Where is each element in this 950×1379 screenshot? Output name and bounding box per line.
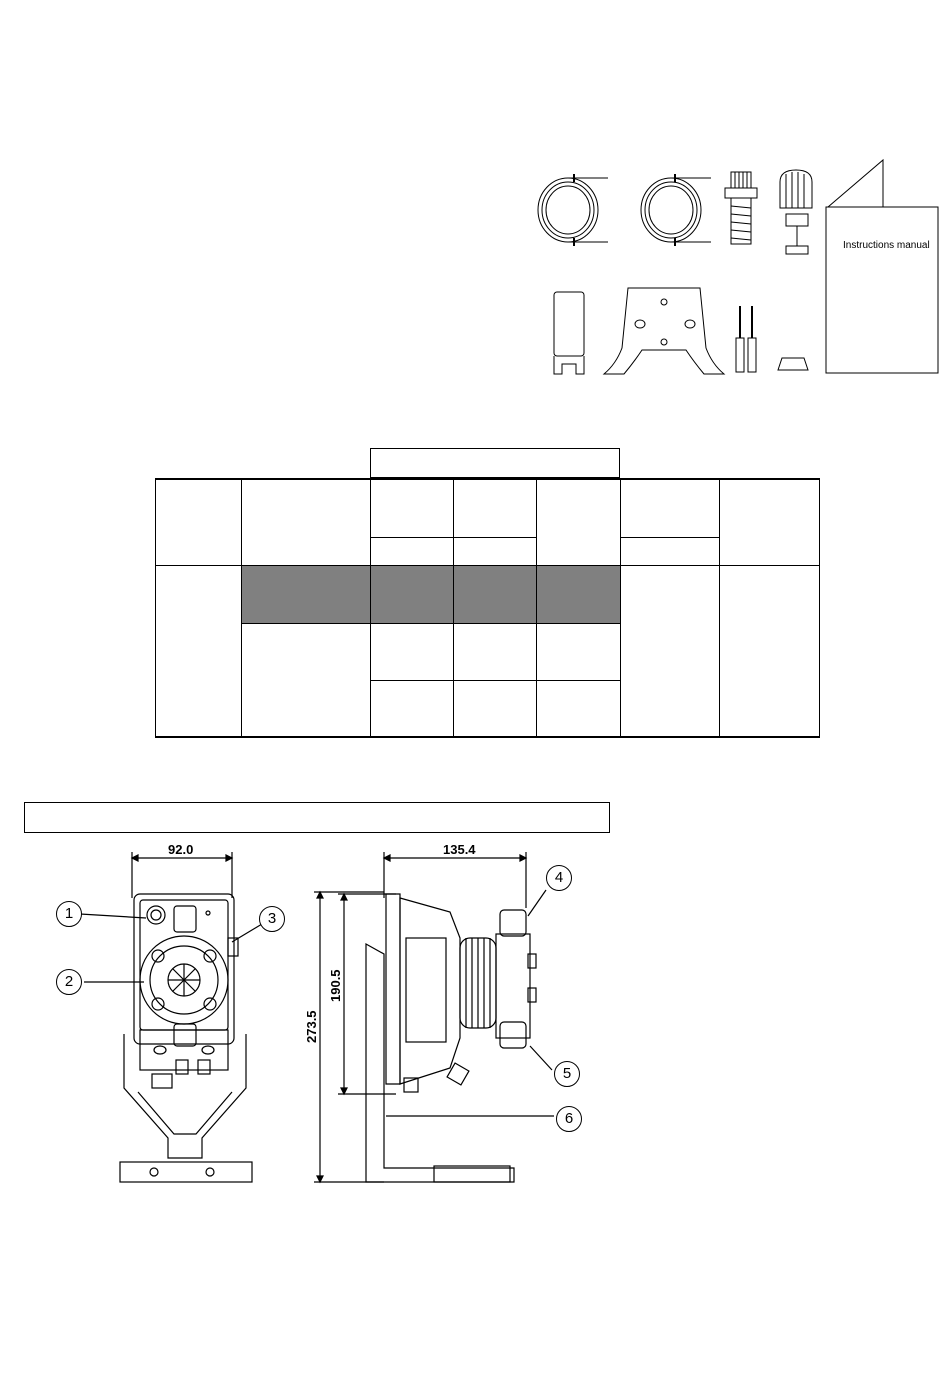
- header-sub-cell-6: [620, 537, 720, 566]
- foot-valve: [780, 170, 812, 254]
- shaded-cell-4: [536, 565, 621, 624]
- body-cell-5b: [536, 623, 621, 681]
- header-cell-4: [453, 478, 537, 538]
- body-cell-6: [620, 565, 720, 737]
- header-cell-1: [155, 478, 242, 566]
- shaded-cell-2: [370, 565, 454, 624]
- header-sub-cell-3: [370, 537, 454, 566]
- callout-6: 6: [556, 1106, 582, 1132]
- header-cell-3: [370, 478, 454, 538]
- side-depth-dimension: 135.4: [443, 842, 476, 857]
- spec-table: [150, 448, 826, 743]
- callout-3: 3: [259, 906, 285, 932]
- instructions-manual-booklet: [826, 160, 938, 373]
- callout-5: 5: [554, 1061, 580, 1087]
- table-bottom-rule: [155, 736, 820, 738]
- body-cell-4c: [453, 680, 537, 737]
- manual-label: Instructions manual: [843, 240, 930, 251]
- header-cell-5: [536, 478, 621, 566]
- body-cell-5c: [536, 680, 621, 737]
- injection-valve: [725, 172, 757, 244]
- body-cell-7: [719, 565, 820, 737]
- header-cell-6: [620, 478, 720, 538]
- callout-1: 1: [56, 901, 82, 927]
- small-cap: [778, 358, 808, 370]
- body-cell-2b: [241, 623, 371, 737]
- body-height-dimension: 190.5: [328, 969, 343, 1002]
- shaded-cell-1: [241, 565, 371, 624]
- wall-bracket: [604, 288, 724, 374]
- callout-4: 4: [546, 865, 572, 891]
- callout-2: 2: [56, 969, 82, 995]
- total-height-dimension: 273.5: [304, 1010, 319, 1043]
- tube-coil-1: [538, 174, 608, 246]
- body-cell-3c: [370, 680, 454, 737]
- front-view-drawing: [48, 838, 298, 1188]
- header-sub-cell-4: [453, 537, 537, 566]
- body-cell-3b: [370, 623, 454, 681]
- header-cell-7: [719, 478, 820, 566]
- header-cell-2: [241, 478, 371, 566]
- screws-and-anchors: [736, 306, 756, 372]
- body-cell-model: [155, 565, 242, 737]
- body-cell-4b: [453, 623, 537, 681]
- caption-box: [24, 802, 610, 833]
- shaded-cell-3: [453, 565, 537, 624]
- front-width-dimension: 92.0: [168, 842, 194, 857]
- header-group-cell: [370, 448, 620, 478]
- accessories-figure: [528, 152, 942, 380]
- ceramic-weight: [554, 292, 584, 374]
- tube-coil-2: [641, 174, 711, 246]
